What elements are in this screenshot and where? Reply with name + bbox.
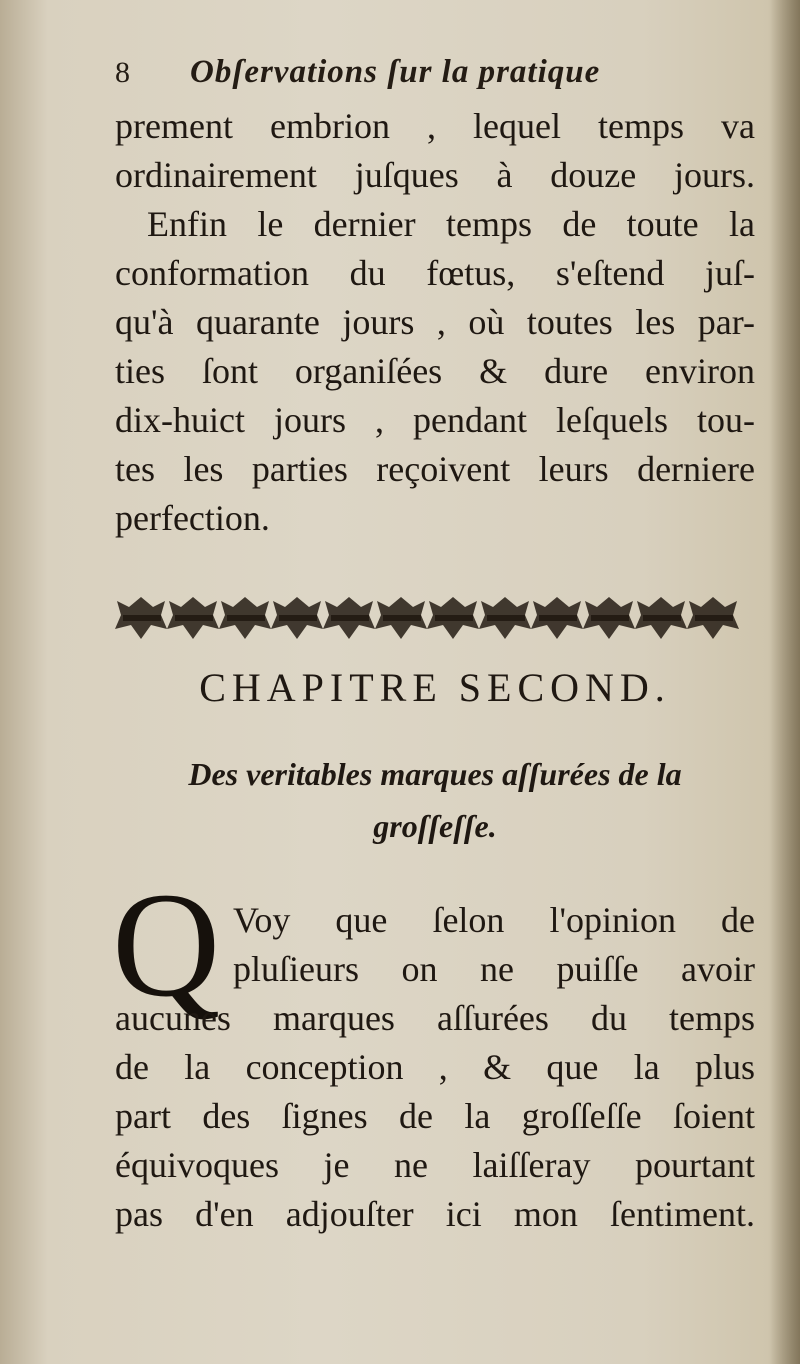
text-line: ordinairement juſques à douze jours. xyxy=(115,155,755,195)
text-line: pas d'en adjouſter ici mon ſentiment. xyxy=(115,1194,755,1234)
text-line: aucunes marques aſſurées du temps xyxy=(115,998,755,1038)
text-line: ties ſont organiſées & dure environ xyxy=(115,351,755,391)
subtitle-line: groſſeſſe. xyxy=(373,808,497,844)
text-line: prement embrion , lequel temps va xyxy=(115,106,755,146)
page-header xyxy=(115,50,755,94)
running-title: Obſervations ſur la pratique xyxy=(190,54,601,90)
text-line: part des ſignes de la groſſeſſe ſoient xyxy=(115,1096,755,1136)
text-line: équivoques je ne laiſſeray pourtant xyxy=(115,1145,755,1185)
paragraph-opening xyxy=(115,896,755,1239)
text-line: Voy que ſelon l'opinion de xyxy=(233,900,755,940)
text-line: dix-huict jours , pendant leſquels tou- xyxy=(115,400,755,440)
paragraph-continuation xyxy=(115,102,755,543)
text-line: Enfin le dernier temps de toute la xyxy=(147,204,755,244)
subtitle-line: Des veritables marques aſſurées de la xyxy=(188,756,682,792)
text-line: perfection. xyxy=(115,498,270,538)
text-line: pluſieurs on ne puiſſe avoir xyxy=(233,949,755,989)
text-line: de la conception , & que la plus xyxy=(115,1047,755,1087)
drop-cap: Q xyxy=(112,862,221,1028)
chapter-subtitle xyxy=(115,748,755,852)
chapter-title: CHAPITRE SECOND. xyxy=(199,665,671,710)
text-line: qu'à quarante jours , où toutes les par- xyxy=(115,302,755,342)
ornament-band xyxy=(115,593,745,643)
text-line: conformation du fœtus, s'eſtend juſ- xyxy=(115,253,755,293)
text-line: tes les parties reçoivent leurs derniere xyxy=(115,449,755,489)
ornament-motif xyxy=(115,597,167,639)
page-number: 8 xyxy=(115,56,130,89)
